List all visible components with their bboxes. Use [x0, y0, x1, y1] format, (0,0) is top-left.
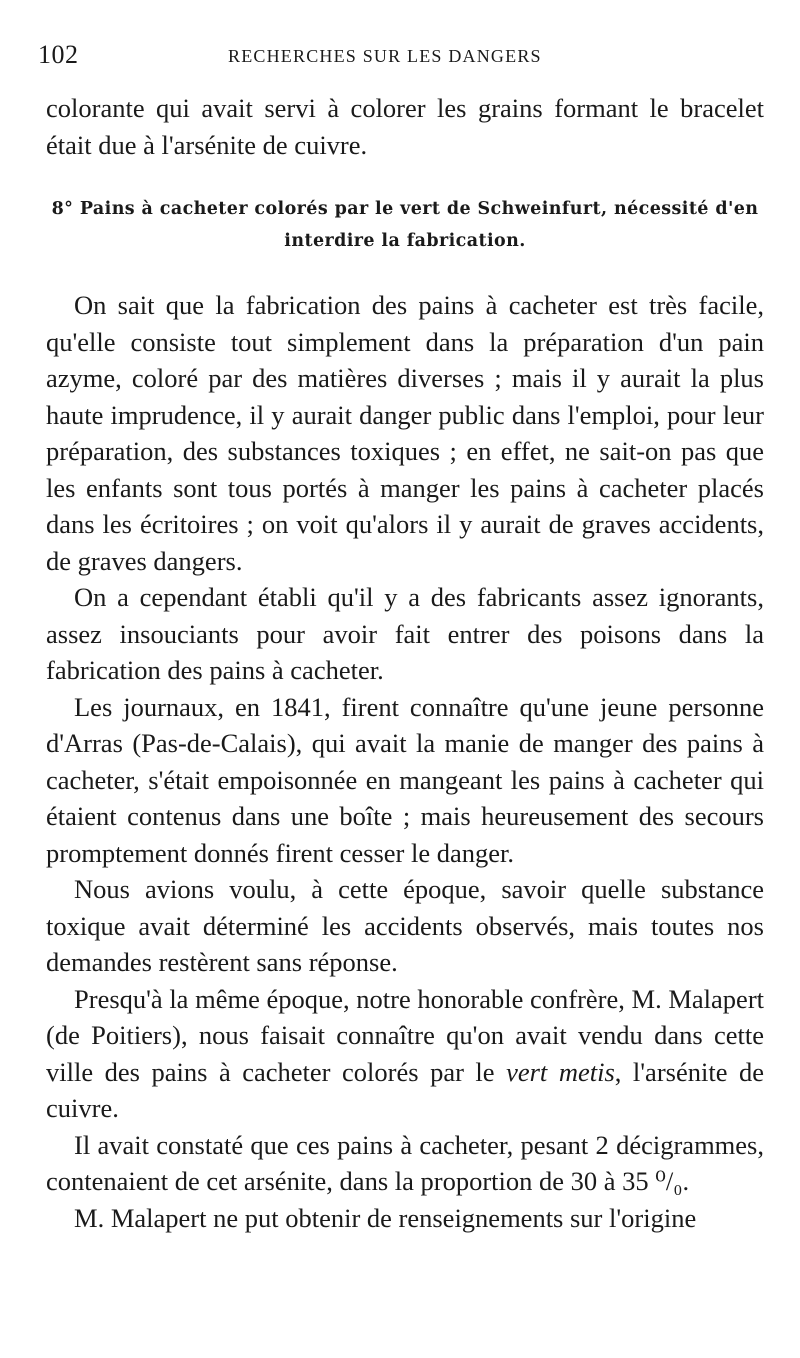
paragraph — [46, 981, 764, 1127]
paragraph-continuation: colorante qui avait servi à colorer les grains formant le bracelet était due à l'arsénite de cuivre. — [46, 93, 764, 160]
paragraph: Nous avions voulu, à cette époque, savoir quelle substance toxique avait déterminé les accidents observés, mais toutes nos demandes restèrent sans réponse. — [46, 874, 764, 977]
page-header — [38, 40, 760, 74]
section-heading: 8° Pains à cacheter colorés par le vert de Schweinfurt, nécessité d'en interdire la fabrication. — [51, 199, 759, 251]
body-text — [46, 90, 764, 1236]
paragraph: M. Malapert ne put obtenir de renseignements sur l'origine — [74, 1202, 697, 1233]
paragraph: Il avait constaté que ces pains à cacheter, pesant 2 décigrammes, contenaient de cet arsénite, dans la proportion de 30 à 35 ⁰/₀. — [46, 1129, 764, 1196]
paragraph: On sait que la fabrication des pains à cacheter est très facile, qu'elle consiste tout simplement dans la préparation d'un pain azyme, coloré par des matières diverses ; mais il y aurait la plus haute imprudence, il y aurait danger public dans l'emploi, pour leur préparation, des substances toxiques ; en effet, ne sait-on pas que les enfants sont tous portés à manger les pains à cacheter placés dans les écritoires ; on voit qu'alors il y aurait de graves accidents, de graves dangers. — [46, 290, 764, 576]
paragraph-text: Presqu'à la même époque, notre honorable confrère, M. Malapert (de Poitiers), nous faisait connaître qu'on avait vendu dans cette ville des pains à cacheter colorés par le — [46, 983, 764, 1087]
running-title: RECHERCHES SUR LES DANGERS — [228, 46, 542, 66]
paragraph-text: , l'arsénite de cuivre. — [46, 1056, 764, 1123]
paragraph: On a cependant établi qu'il y a des fabricants assez ignorants, assez insouciants pour avoir fait entrer des poisons dans la fabrication des pains à cacheter. — [46, 582, 764, 685]
paragraph: Les journaux, en 1841, firent connaître qu'une jeune personne d'Arras (Pas-de-Calais), qui avait la manie de manger des pains à cacheter, s'était empoisonnée en mangeant les pains à cacheter qui étaient contenus dans une boîte ; mais heureusement des secours promptement donnés firent cesser le danger. — [46, 691, 764, 868]
page-number: 102 — [38, 40, 79, 69]
italic-term: vert metis — [506, 1056, 615, 1087]
